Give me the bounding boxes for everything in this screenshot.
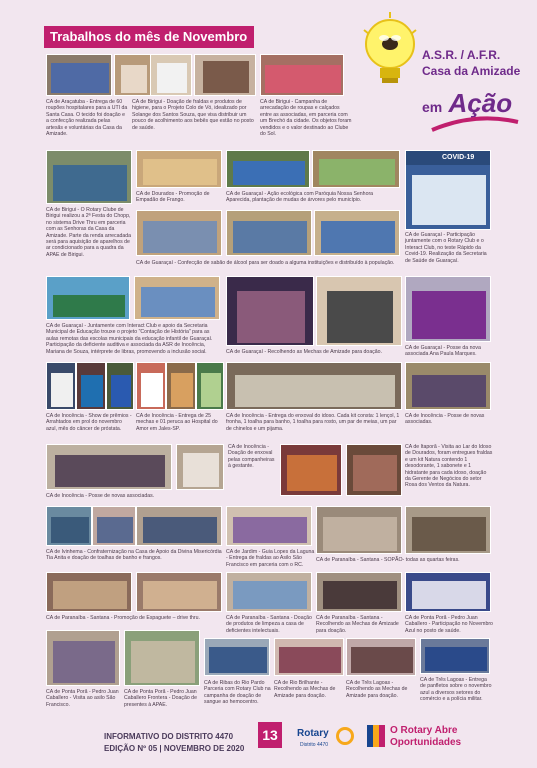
caption-guaracai-covid: CA de Guaraçaí - Participação juntamente com o Rotary Club e o Interact Club, no teste Rápido da Covid-19. Realização da Secretaria de Saúde de Guaraçaí.: [405, 232, 487, 264]
lightbulb-icon: [360, 10, 428, 100]
caption-tres-lagoas-panfletos: CA de Três Lagoas - Entrega de panfletos sobre o novembro azul a diversos setores do comércio e a polícia militar.: [420, 677, 492, 703]
caption-paranaiba-espaguete: CA de Paranaíba - Santana - Promoção de Espaguete – drive thru.: [46, 615, 200, 621]
caption-guaracai-sabao: CA de Guaraçaí - Confecção de sabão de álcool para ser doado a alguma instituições e distribuído à população.: [136, 260, 395, 266]
photo-guaracai-mechas-1: [226, 276, 314, 346]
photo-inocencia-gestante-2: [280, 444, 342, 496]
caption-birigui-brecho: CA de Birigui - Campanha de arrecadação de roupas e calçados entre as associadas, em parceria com um Brechó da cidade. Os objetos foram vendidos e o valor destinado ao Clube do Sol.: [260, 99, 352, 138]
photo-guaracai-posse: [405, 276, 491, 342]
caption-inocencia-posse-2: CA de Inocência - Posse de novas associadas.: [46, 493, 155, 499]
covid-banner: COVID-19: [442, 154, 475, 161]
photo-guaracai-eco: [226, 150, 310, 188]
caption-inocencia-mechas: CA de Inocência - Entrega de 25 mechas e 01 peruca ao Hospital do Amor em Jales-SP.: [136, 413, 218, 432]
photo-paranaiba-espaguete-2: [136, 572, 222, 612]
logo-line-2: Casa da Amizade: [422, 64, 521, 78]
caption-tres-lagoas-mechas: CA de Três Lagoas - Recolhendo as Mechas de Amizade para doação.: [346, 680, 408, 699]
photo-ponta-pora-novembro: [405, 572, 491, 612]
caption-inocencia-enxoval: CA de Inocência - Entrega do enxoval do idoso. Cada kit consta: 1 lençol, 1 fronha, 1 toalha para banho, 1 toalha para rosto, um par de meias, um par de chinelos e um pijama.: [226, 413, 400, 432]
photo-paranaiba-sopao-2: [405, 506, 491, 554]
photo-birigui-1: [114, 54, 152, 96]
photo-guaracai-sabao-3: [314, 210, 400, 256]
photo-inocencia-mechas-1: [136, 362, 166, 410]
caption-paranaiba-mechas: CA de Paranaíba - Santana - Recolhendo as Mechas de Amizade para doação.: [316, 615, 399, 634]
photo-ivinhema-3: [136, 506, 222, 546]
caption-aracatuba: CA de Araçatuba - Entrega de 60 roupões hospitalares para a UTI da Santa Casa. O tecido foi doação e a confecção realizada pelas artesãs e voluntárias da Casa da Amizade.: [46, 99, 128, 138]
photo-inocencia-show-2: [76, 362, 106, 410]
tagline-line-1: O Rotary Abre: [390, 725, 458, 736]
photo-tres-lagoas-mechas: [346, 638, 416, 676]
photo-inocencia-show-1: [46, 362, 76, 410]
swoosh-icon: [430, 116, 520, 134]
photo-paranaiba-espaguete-1: [46, 572, 132, 612]
photo-guaracai-contacao-2: [134, 276, 220, 320]
caption-inocencia-gestante: CA de Inocência - Doação de enxoval pelas companheiras à gestante.: [228, 444, 275, 470]
photo-guaracai-sabao-2: [226, 210, 312, 256]
caption-itapora: CA de Itaporã - Visita ao Lar do Idoso de Dourados, foram entregues fraldas e um kit Natura contendo 1 desodorante, 1 sabonete e 1 hidratante para cada idoso, doação da Gerente de Negócios do setor Rosa dos Ventos da Natura.: [405, 444, 493, 489]
photo-birigui-3: [194, 54, 256, 96]
logo-word-em: em: [422, 99, 443, 115]
rotary-district: Distrito 4470: [300, 742, 329, 748]
photo-inocencia-mechas-2: [166, 362, 196, 410]
photo-guaracai-sabao-1: [136, 210, 222, 256]
photo-covid-test: [405, 150, 491, 230]
caption-ponta-pora-novembro: CA de Ponta Porã - Pedro Juan Caballero - Participação no Novembro Azul no posto de saúde.: [405, 615, 493, 634]
caption-ribas: CA de Ribas do Rio Pardo Parceria com Rotary Club na campanha de doação de sangue ao hemocentro.: [204, 680, 271, 706]
photo-inocencia-posse-2: [46, 444, 172, 490]
footer-edition: EDIÇÃO Nº 05 | NOVEMBRO DE 2020: [104, 744, 245, 753]
rotary-wheel-icon: [336, 727, 354, 745]
caption-guaracai-posse: CA de Guaraçaí - Posse da nova associada Ana Paula Marques.: [405, 345, 481, 358]
footer-newsletter-title: INFORMATIVO DO DISTRITO 4470: [104, 732, 234, 741]
caption-inocencia-show: CA de Inocência - Show de prêmios - Arrahtados em prol do novembro azul, mês do câncer de próstata.: [46, 413, 132, 432]
photo-paranaiba-limpeza: [226, 572, 312, 612]
photo-ribas: [204, 638, 270, 676]
photo-birigui-2: [150, 54, 192, 96]
photo-paranaiba-mechas: [316, 572, 402, 612]
logo-word-acao: Ação: [448, 88, 513, 118]
photo-inocencia-gestante: [176, 444, 224, 490]
caption-paranaiba-limpeza: CA de Paranaíba - Santana - Doação de produtos de limpeza a casa de deficientes intelectuais.: [226, 615, 312, 634]
caption-birigui-chopp: CA de Birigui - O Rotary Clube de Birigui realizou a 2ª Festa do Chopp, no sistema Drive Thru em parceria com as Senhoras da Casa da Amizade. Parte da renda arrecadada será para aquisição de aparelhos de ar condicionado para a quadra da APAE de Birigui.: [46, 207, 132, 258]
photo-rio-brilhante: [274, 638, 344, 676]
photo-ivinhema-1: [46, 506, 92, 546]
caption-ponta-pora-apae: CA de Ponta Porã - Pedro Juan Caballero Frontera - Doação de presentes à APAE.: [124, 689, 197, 708]
tagline-line-2: Oportunidades: [390, 737, 462, 748]
rotary-wordmark: Rotary: [297, 728, 329, 739]
photo-paranaiba-sopao-1: [316, 506, 402, 554]
photo-inocencia-enxoval: [226, 362, 402, 410]
photo-tres-lagoas-panfletos: [420, 638, 490, 674]
photo-guaracai-eco-2: [312, 150, 400, 188]
logo-line-3: [422, 88, 512, 119]
photo-ponta-pora-asilo: [46, 630, 120, 686]
photo-itapora: [346, 444, 402, 496]
photo-aracatuba: [46, 54, 112, 96]
caption-ponta-pora-asilo: CA de Ponta Porã - Pedro Juan Caballero - Visita ao asilo São Francisco.: [46, 689, 119, 708]
casa-amizade-logo: [360, 10, 530, 140]
caption-inocencia-posse-1: CA de Inocência - Posse de novas associadas.: [405, 413, 485, 426]
photo-inocencia-posse-1: [405, 362, 491, 410]
caption-dourados: CA de Dourados - Promoção de Empadão de Frango.: [136, 191, 210, 204]
photo-ivinhema-2: [92, 506, 136, 546]
caption-rio-brilhante: CA de Rio Brilhante - Recolhendo as Mechas de Amizade para doação.: [274, 680, 336, 699]
caption-ivinhema: CA de Ivinhema - Confraternização na Casa de Apoio da Divina Misericórdia Tia Anita e doação de toalhas de banho e frangos.: [46, 549, 222, 562]
door-icon: [366, 724, 386, 748]
photo-ponta-pora-apae: [124, 630, 200, 686]
photo-birigui-brecho: [260, 54, 344, 96]
photo-inocencia-mechas-3: [196, 362, 224, 410]
footer: [0, 720, 537, 768]
photo-birigui-chopp: [46, 150, 132, 204]
photo-dourados: [136, 150, 222, 188]
photo-inocencia-show-3: [106, 362, 134, 410]
caption-guaracai-contacao: CA de Guaraçaí - Juntamente com Interact Club e apoio da Secretaria Municipal de Educação trouxe o projeto "Contação de História" para as aulas remotas das escolas municipais da educação infantil de Guaraçaí. Participação da deficiente auditiva e associada da ASR de Inocência, Mariana de Souza, intérprete de libras, promovendo a inclusão social.: [46, 323, 213, 355]
caption-paranaiba-sopao: CA de Paranaíba - Santana - SOPÃO- todas as quartas feiras.: [316, 557, 460, 563]
caption-guaracai-eco: CA de Guaraçaí - Ação ecológica com Paróquia Nossa Senhora Aparecida, plantação de mudas de árvores pelo município.: [226, 191, 374, 204]
page-number: 13: [258, 722, 282, 748]
photo-jardim: [226, 506, 312, 546]
logo-line-1: A.S.R. / A.F.R.: [422, 48, 501, 62]
photo-guaracai-mechas-2: [316, 276, 402, 346]
caption-jardim: CA de Jardim - Guia Lopes da Laguna - Entrega de fraldas ao Asilo São Francisco em parceria com o RC.: [226, 549, 315, 568]
section-title: Trabalhos do mês de Novembro: [44, 26, 254, 48]
caption-guaracai-mechas: CA de Guaraçaí - Recolhendo as Mechas de Amizade para doação.: [226, 349, 383, 355]
photo-guaracai-contacao-1: [46, 276, 130, 320]
caption-birigui-fraldas: CA de Birigui - Doação de fraldas e produtos de higiene, para o Projeto Colo de Vó, idealizado por Solange dos Santos Souza, que visa distribuir um pouco de acolhimento aos bebês que estão no posto de saúde.: [132, 99, 254, 131]
